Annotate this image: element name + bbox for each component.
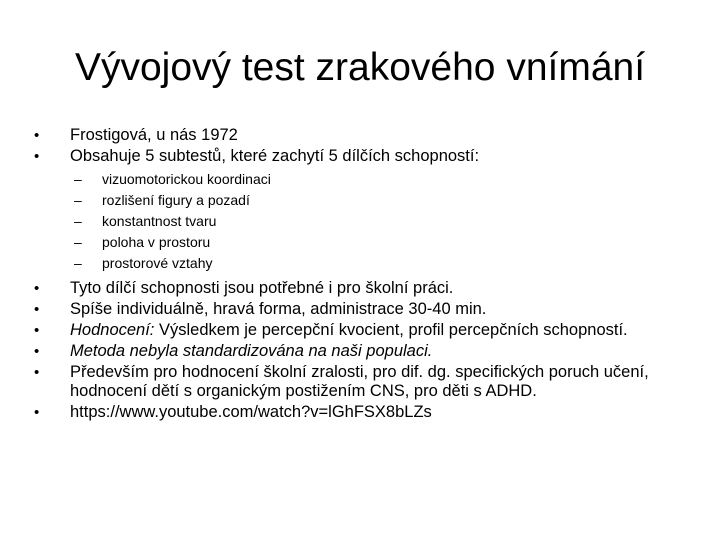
bullet-text: Metoda nebyla standardizována na naši populaci. [70, 342, 433, 360]
sub-bullet-text: vizuomotorickou koordinaci [102, 171, 271, 187]
bullet-item [34, 403, 674, 422]
sub-bullet-text: poloha v prostoru [102, 234, 211, 250]
dash-icon: – [74, 171, 82, 187]
bullet-text: Frostigová, u nás 1972 [70, 126, 238, 144]
bullet-item [34, 300, 674, 319]
dash-icon: – [74, 192, 82, 208]
bullet-icon: • [34, 404, 40, 421]
bullet-icon: • [34, 148, 40, 165]
bullet-text: Především pro hodnocení školní zralosti, pro dif. dg. specifických poruch učení, hodnocení dětí s organickým postižením CNS, pro děti s ADHD. [70, 363, 649, 400]
bullet-text: Spíše individuálně, hravá forma, administrace 30-40 min. [70, 300, 487, 318]
bullet-item [34, 147, 674, 166]
bullet-item [34, 279, 674, 298]
bullet-icon: • [34, 343, 40, 360]
sub-bullet-item [34, 169, 674, 190]
youtube-link[interactable]: https://www.youtube.com/watch?v=lGhFSX8bLZs [70, 403, 432, 421]
dash-icon: – [74, 234, 82, 250]
bullet-icon: • [34, 301, 40, 318]
sub-bullet-text: rozlišení figury a pozadí [102, 192, 250, 208]
sub-bullet-text: konstantnost tvaru [102, 213, 217, 229]
bullet-text: Výsledkem je percepční kvocient, profil percepčních schopností. [154, 321, 628, 339]
sub-bullet-item [34, 232, 674, 253]
sub-bullet-item [34, 190, 674, 211]
bullet-icon: • [34, 127, 40, 144]
dash-icon: – [74, 213, 82, 229]
bullet-item [34, 363, 674, 401]
sub-bullet-text: prostorové vztahy [102, 255, 213, 271]
bullet-text: Tyto dílčí schopnosti jsou potřebné i pro školní práci. [70, 279, 454, 297]
bullet-text: Obsahuje 5 subtestů, které zachytí 5 dílčích schopností: [70, 147, 480, 165]
sub-bullet-item [34, 253, 674, 274]
dash-icon: – [74, 255, 82, 271]
bullet-icon: • [34, 364, 40, 381]
bullet-item [34, 126, 674, 145]
bullet-item [34, 321, 674, 340]
slide-body [34, 126, 674, 422]
sub-bullet-list [34, 169, 674, 274]
sub-bullet-item [34, 211, 674, 232]
bullet-icon: • [34, 322, 40, 339]
bullet-label: Hodnocení: [70, 321, 155, 339]
bullet-item [34, 342, 674, 361]
bullet-icon: • [34, 280, 40, 297]
slide-title: Vývojový test zrakového vnímání [74, 46, 646, 89]
